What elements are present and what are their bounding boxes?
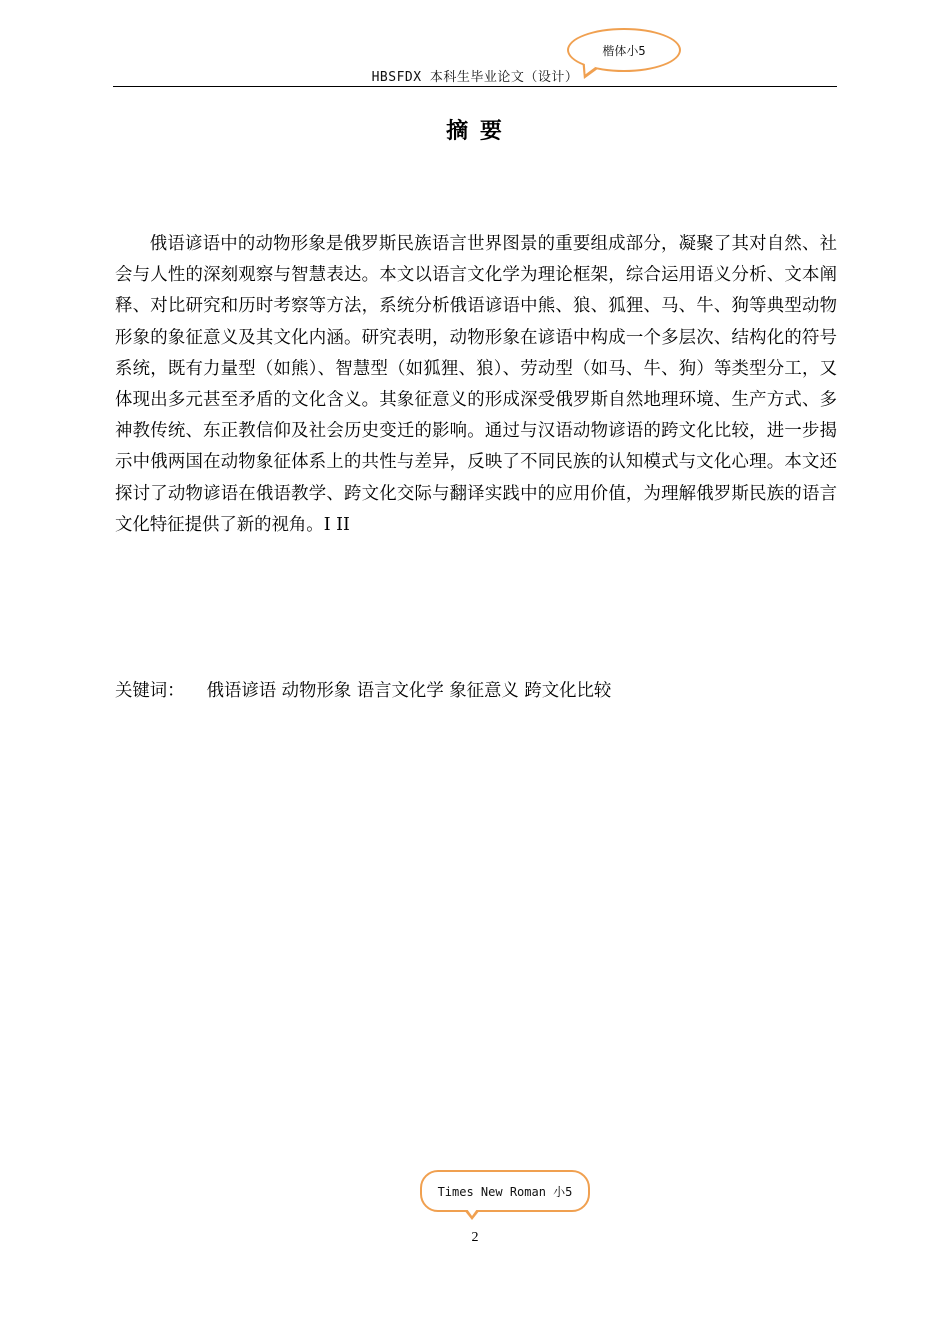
abstract-body: 俄语谚语中的动物形象是俄罗斯民族语言世界图景的重要组成部分，凝聚了其对自然、社会与人性的深刻观察与智慧表达。本文以语言文化学为理论框架，综合运用语义分析、文本阐释、对比研究和历时考察等方法，系统分析俄语谚语中熊、狼、狐狸、马、牛、狗等典型动物形象的象征意义及其文化内涵。研究表明，动物形象在谚语中构成一个多层次、结构化的符号系统，既有力量型（如熊）、智慧型（如狐狸、狼）、劳动型（如马、牛、狗）等类型分工，又体现出多元甚至矛盾的文化含义。其象征意义的形成深受俄罗斯自然地理环境、生产方式、多神教传统、东正教信仰及社会历史变迁的影响。通过与汉语动物谚语的跨文化比较，进一步揭示中俄两国在动物象征体系上的共性与差异，反映了不同民族的认知模式与文化心理。本文还探讨了动物谚语在俄语教学、跨文化交际与翻译实践中的应用价值，为理解俄罗斯民族的语言文化特征提供了新的视角。I II	[115, 234, 837, 535]
keywords-value: 俄语谚语 动物形象 语言文化学 象征意义 跨文化比较	[206, 681, 612, 701]
header-font-callout-text: 楷体小5	[602, 43, 646, 58]
keywords-label: 关键词：	[115, 681, 185, 701]
footer-font-callout-text: Times New Roman 小5	[437, 1184, 573, 1199]
header-rule	[113, 86, 837, 87]
footer-font-callout	[420, 1170, 590, 1212]
page-number: 2	[471, 1230, 479, 1245]
footer-callout-tail-fill	[467, 1209, 477, 1216]
keywords-line	[115, 677, 837, 705]
running-header: HBSFDX 本科生毕业论文（设计）	[371, 70, 579, 85]
page-title: 摘 要	[446, 119, 504, 144]
